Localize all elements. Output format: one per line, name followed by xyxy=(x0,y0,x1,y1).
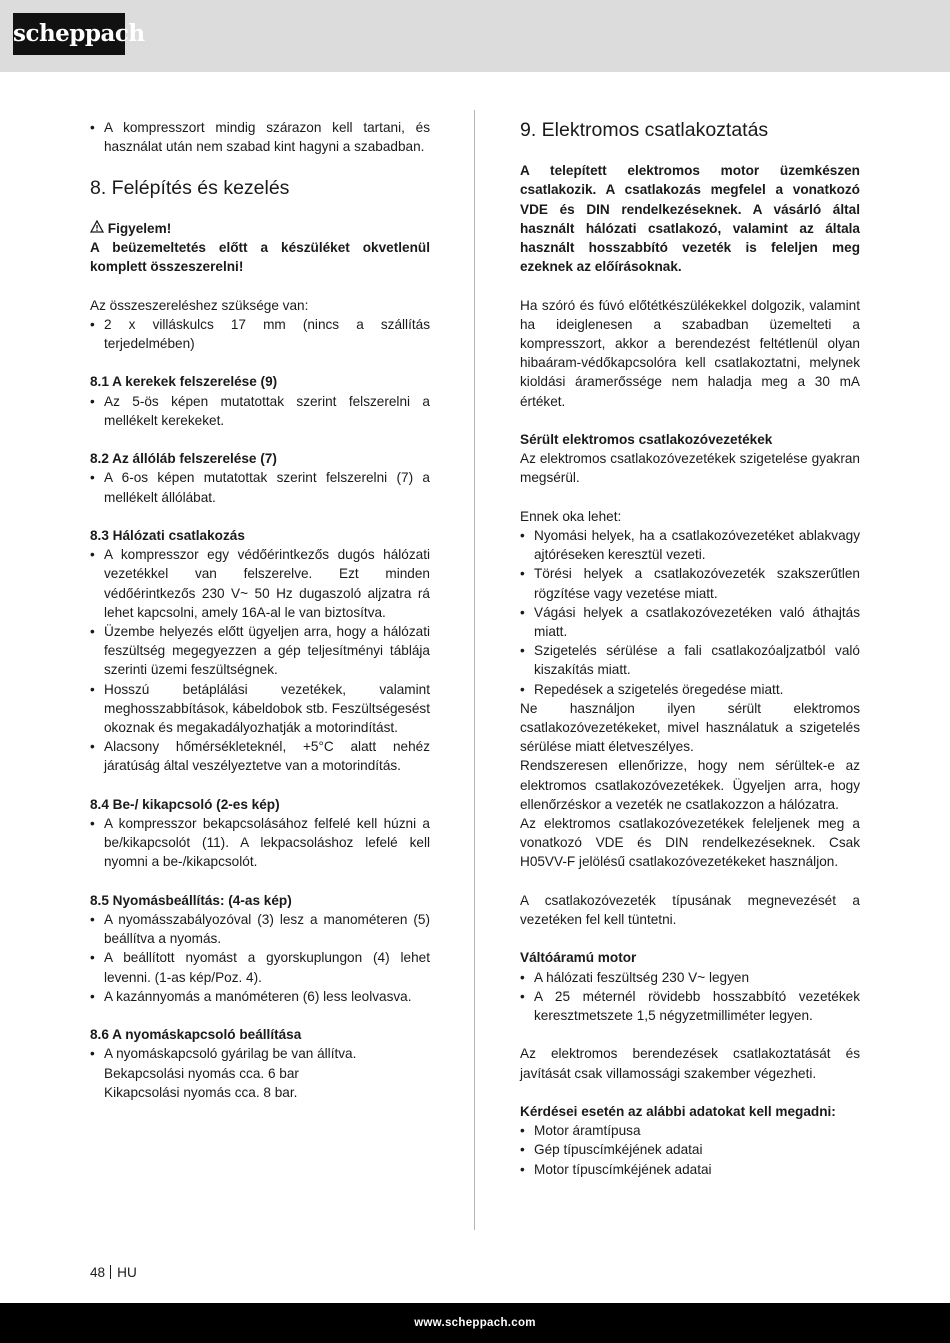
pressure-switch-note: A nyomáskapcsoló gyárilag be van állítva. xyxy=(104,1046,357,1062)
damaged-cables-title: Sérült elektromos csatlakozóvezetékek xyxy=(520,432,773,447)
section-8-title: 8. Felépítés és kezelés xyxy=(90,176,290,199)
warning-title: Figyelem! xyxy=(107,220,172,236)
ac-motor-title: Váltóáramú motor xyxy=(520,950,637,966)
list-item: • Törési helyek a csatlakozóvezeték szakszerűtlen rögzítése vagy vezetése miatt. xyxy=(520,564,860,602)
causes-list xyxy=(520,526,860,699)
list-item: • Alacsony hőmérsékleteknél, +5°C alatt nehéz járatúság által veszélyeztetve van a motorindítás. xyxy=(90,737,430,775)
do-not-use-paragraph: Ne használjon ilyen sérült elektromos csatlakozóvezetékeket, mivel használatuk a szigetelés sérülése miatt életveszélyes. xyxy=(520,700,860,755)
switch-on-pressure: Bekapcsolási nyomás cca. 6 bar xyxy=(104,1065,299,1081)
list-item: • Gép típuscímkéjének adatai xyxy=(520,1140,860,1159)
section-8-3-title: 8.3 Hálózati csatlakozás xyxy=(90,527,245,543)
section-8-4-list xyxy=(90,814,430,872)
list-item: • A beállított nyomást a gyorskuplungon (4) lehet levenni. (1-as kép/Poz. 4). xyxy=(90,948,430,986)
section-8-2-title: 8.2 Az állóláb felszerelése (7) xyxy=(90,451,277,467)
intro-bullet-list xyxy=(90,118,430,156)
list-item: • Motor áramtípusa xyxy=(520,1121,860,1140)
assembly-list xyxy=(90,315,430,353)
inspect-paragraph: Rendszeresen ellenőrizze, hogy nem sérültek-e az elektromos csatlakozóvezetékek. Ügyeljen arra, hogy ellenőrzéskor a vezeték ne csatlakozzon a hálózatra. xyxy=(520,758,860,812)
specialist-paragraph: Az elektromos berendezések csatlakoztatását és javítását csak villamossági szakember végezheti. xyxy=(520,1046,860,1081)
list-item: • Vágási helyek a csatlakozóvezetéken való áthajtás miatt. xyxy=(520,603,860,641)
bottom-bar xyxy=(0,1303,950,1343)
list-item: • A kazánnyomás a manóméteren (6) less leolvasva. xyxy=(90,987,430,1006)
list-item: • A kompresszor bekapcsolásához felfelé kell húzni a be/kikapcsolót (11). A lekpacsoláshoz lefelé kell nyomni a be-/kikapcsolót. xyxy=(90,814,430,872)
section-8-5-title: 8.5 Nyomásbeállítás: (4-as kép) xyxy=(90,892,292,908)
causes-intro: Ennek oka lehet: xyxy=(520,508,622,524)
list-item: • A kompresszort mindig szárazon kell tartani, és használat után nem szabad kint hagyni a szabadban. xyxy=(90,118,430,156)
section-8-2-list xyxy=(90,468,430,506)
section-8-1-list xyxy=(90,392,430,430)
list-item: • Hosszú betáplálási vezetékek, valamint meghosszabbítások, kábeldobok stb. Feszültségesést okoznak és megakadályozhatják a motorindítást. xyxy=(90,680,430,738)
page-number: 48 xyxy=(90,1265,106,1280)
list-item: • Az 5-ös képen mutatottak szerint felszerelni a mellékelt kerekeket. xyxy=(90,392,430,430)
damaged-cables-text: Az elektromos csatlakozóvezetékek szigetelése gyakran megsérül. xyxy=(520,451,860,486)
warning-heading xyxy=(90,219,430,238)
vde-paragraph: Az elektromos csatlakozóvezetékek feleljenek meg a vonatkozó VDE és DIN rendelkezéseknek. Csak H05VV-F jelölésű csatlakozóvezetékeket használjon. xyxy=(520,816,860,870)
list-item: • A kompresszor egy védőérintkezős dugós hálózati vezetékkel van felszerelve. Ezt minden védőérintkezős 230 V~ 50 Hz dugaszoló aljzatra rá lehet kapcsolni, amely 16A-al le van biztosítva. xyxy=(90,545,430,622)
section-8-1-title: 8.1 A kerekek felszerelése (9) xyxy=(90,374,278,390)
section-8-6-title: 8.6 A nyomáskapcsoló beállítása xyxy=(90,1027,302,1043)
section-8-4-title: 8.4 Be-/ kikapcsoló (2-es kép) xyxy=(90,796,280,812)
footer-separator xyxy=(110,1265,111,1279)
section-8-3-list xyxy=(90,545,430,775)
section-9-title: 9. Elektromos csatlakoztatás xyxy=(520,119,769,141)
cable-type-paragraph: A csatlakozóvezeték típusának megnevezését a vezetéken fel kell tüntetni. xyxy=(520,892,860,928)
list-item: • A nyomásszabályozóval (3) lesz a manométeren (5) beállítva a nyomás. xyxy=(90,910,430,948)
list-item: • Üzembe helyezés előtt ügyeljen arra, hogy a hálózati feszültség megegyezzen a gép teljesítményi táblája szerinti üzemi feszültségnek. xyxy=(90,622,430,680)
list-item: • Motor típuscímkéjének adatai xyxy=(520,1160,860,1179)
list-item: • Nyomási helyek, ha a csatlakozóvezetéket ablakvagy ajtóréseken keresztül vezeti. xyxy=(520,526,860,564)
list-item xyxy=(90,1044,430,1102)
website-link[interactable]: www.scheppach.com xyxy=(414,1317,536,1329)
ac-motor-list xyxy=(520,968,860,1026)
warning-text: A beüzemeltetés előtt a készüléket okvetlenül komplett összeszerelni! xyxy=(90,239,430,275)
page-header xyxy=(0,0,950,72)
list-item: • A 25 méternél rövidebb hosszabbító vezetékek keresztmetszete 1,5 négyzetmilliméter legyen. xyxy=(520,987,860,1025)
list-item: • Szigetelés sérülése a fali csatlakozóaljzatból való kiszakítás miatt. xyxy=(520,641,860,679)
assembly-intro: Az összeszereléshez szüksége van: xyxy=(90,297,309,313)
electrical-intro: A telepített elektromos motor üzemkészen csatlakozik. A csatlakozás megfelel a vonatkozó VDE és DIN rendelkezéseknek. A vásárló által használt hálózati csatlakozó, valamint az általa használt hosszabbító vezeték is feleljen meg ezeknek az előírásoknak. xyxy=(520,163,860,275)
language-code: HU xyxy=(117,1265,137,1280)
section-8-5-list xyxy=(90,910,430,1006)
page-footer xyxy=(90,1263,137,1282)
list-item: • 2 x villáskulcs 17 mm (nincs a szállítás terjedelmében) xyxy=(90,315,430,353)
section-8-6-list xyxy=(90,1044,430,1102)
list-item: • A hálózati feszültség 230 V~ legyen xyxy=(520,968,860,987)
list-item: • A 6-os képen mutatottak szerint felszerelni (7) a mellékelt állólábat. xyxy=(90,468,430,506)
switch-off-pressure: Kikapcsolási nyomás cca. 8 bar. xyxy=(104,1084,298,1100)
column-divider xyxy=(474,110,475,1230)
rcd-paragraph: Ha szóró és fúvó előtétkészülékekkel dolgozik, valamint ha ideiglenesen a szabadban üzemelteti a kompresszort, akkor a berendezést feltétlenül olyan hibaáram-védőkapcsolóra kell csatlakoztatni, melynek kioldási áramerőssége nem haladja meg a 30 mA értéket. xyxy=(520,297,860,409)
right-column xyxy=(520,118,860,1179)
list-item: • Repedések a szigetelés öregedése miatt. xyxy=(520,680,860,699)
scheppach-logo: scheppach xyxy=(13,13,125,55)
warning-triangle-icon xyxy=(90,219,104,238)
left-column xyxy=(90,118,430,1102)
questions-title: Kérdései esetén az alábbi adatokat kell megadni: xyxy=(520,1104,836,1120)
questions-list xyxy=(520,1121,860,1179)
